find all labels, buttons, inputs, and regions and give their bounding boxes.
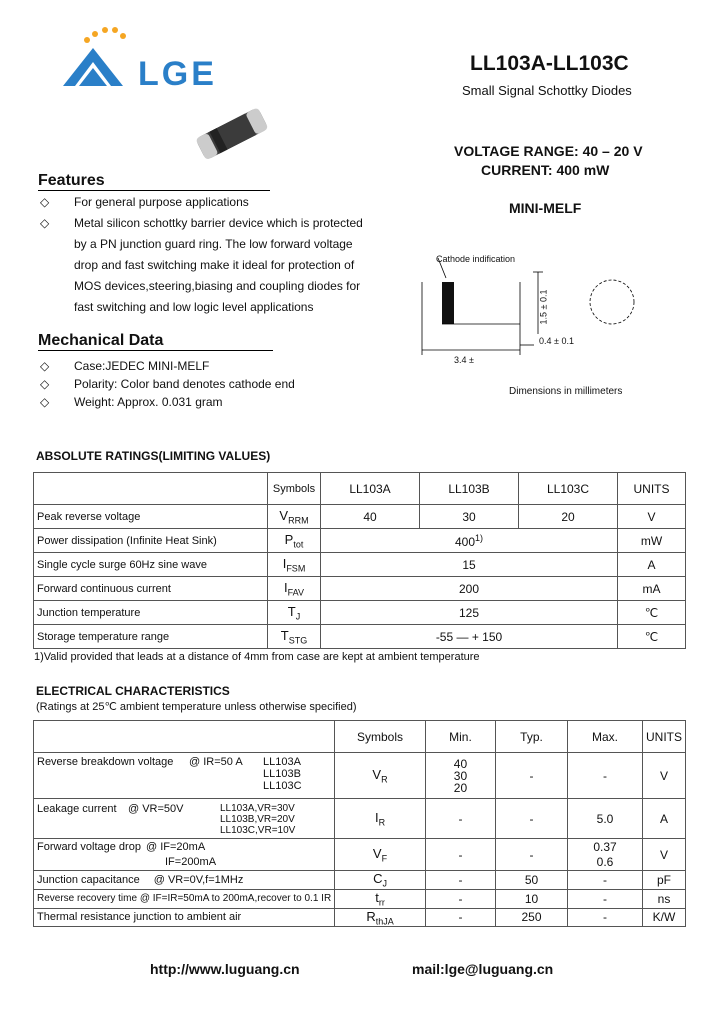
value-cell: - xyxy=(425,908,495,927)
mechanical-heading: Mechanical Data xyxy=(38,332,273,351)
list-item: by a PN junction guard ring. The low forward voltage xyxy=(74,237,353,251)
symbol-cell: $V_R$ xyxy=(335,753,426,799)
value-cell: - xyxy=(496,753,568,799)
table-header-row xyxy=(34,721,686,753)
logo-text: LGE xyxy=(138,55,217,93)
footnote: 1)Valid provided that leads at a distance of 4mm from case are kept at ambient temperature xyxy=(34,651,480,663)
table-header: UNITS xyxy=(643,721,686,753)
symbol-cell: $T_{STG}$ xyxy=(268,625,321,649)
table-row xyxy=(34,553,686,577)
table-row xyxy=(34,505,686,529)
table-row xyxy=(34,799,686,839)
unit-cell: pF xyxy=(643,871,686,890)
value-cell: - xyxy=(567,753,642,799)
unit-cell: A xyxy=(643,799,686,839)
mechanical-list xyxy=(40,357,340,411)
list-item: ◇ Polarity: Color band denotes cathode end xyxy=(40,377,295,391)
package-name: MINI-MELF xyxy=(509,200,582,216)
unit-cell: V xyxy=(643,753,686,799)
symbol-cell: $t_{rr}$ xyxy=(335,889,426,908)
unit-cell: mA xyxy=(618,577,686,601)
value-cell: 10 xyxy=(496,889,568,908)
symbol-cell: $C_J$ xyxy=(335,871,426,890)
symbol-cell: $V_{RRM}$ xyxy=(268,505,321,529)
value-cell: 50 xyxy=(496,871,568,890)
param-cell: Forward voltage drop @ IF=20mA IF=200mA xyxy=(34,839,335,871)
table-row xyxy=(34,839,686,871)
list-item: ◇ Weight: Approx. 0.031 gram xyxy=(40,395,223,409)
param-cell: Thermal resistance junction to ambient air xyxy=(34,908,335,927)
dim-band: 0.4 ± 0.1 xyxy=(539,336,574,346)
param-cell: Reverse breakdown voltage @ IR=50 A LL103A LL103B LL103C xyxy=(34,753,335,799)
param-cell: Leakage current @ VR=50V LL103A,VR=30V LL103B,VR=20V LL103C,VR=10V xyxy=(34,799,335,839)
value-cell: 200 xyxy=(321,577,618,601)
value-cell: 40 xyxy=(321,505,420,529)
value-cell: 40 30 20 xyxy=(425,753,495,799)
features-heading: Features xyxy=(38,172,270,191)
table-row xyxy=(34,753,686,799)
list-item: drop and fast switching make it ideal for protection of xyxy=(74,258,355,272)
diamond-bullet-icon: ◇ xyxy=(40,395,50,409)
value-cell: - xyxy=(425,839,495,871)
value-cell: 400$^{1)}$ xyxy=(321,529,618,553)
list-item: ◇ Case:JEDEC MINI-MELF xyxy=(40,359,210,373)
table-header: Max. xyxy=(567,721,642,753)
table-row xyxy=(34,871,686,890)
part-subtitle: Small Signal Schottky Diodes xyxy=(462,83,632,98)
param-cell: Reverse recovery time @ IF=IR=50mA to 200mA,recover to 0.1 IR xyxy=(34,889,335,908)
value-cell: - xyxy=(425,871,495,890)
value-cell: 250 xyxy=(496,908,568,927)
voltage-range: VOLTAGE RANGE: 40 – 20 V xyxy=(454,143,643,159)
table-row xyxy=(34,529,686,553)
dim-diameter: 1.5 ± 0.1 xyxy=(538,289,549,325)
diamond-bullet-icon: ◇ xyxy=(40,216,50,230)
absolute-ratings-table xyxy=(33,472,686,649)
table-header-row xyxy=(34,473,686,505)
param-cell: Peak reverse voltage xyxy=(34,505,268,529)
table-row xyxy=(34,601,686,625)
unit-cell: mW xyxy=(618,529,686,553)
electrical-subheading: (Ratings at 25℃ ambient temperature unless otherwise specified) xyxy=(36,701,357,713)
website-link[interactable]: http://www.luguang.cn xyxy=(150,961,300,977)
part-title: LL103A-LL103C xyxy=(470,52,629,75)
list-item: ◇ Metal silicon schottky barrier device which is protected xyxy=(40,213,380,234)
diamond-bullet-icon: ◇ xyxy=(40,359,50,373)
param-cell: Junction temperature xyxy=(34,601,268,625)
table-cell xyxy=(34,473,268,505)
value-cell: 20 xyxy=(519,505,618,529)
table-cell xyxy=(34,721,335,753)
list-item: fast switching and low logic level applications xyxy=(74,300,314,314)
dimension-caption: Dimensions in millimeters xyxy=(509,386,623,397)
value-cell: - xyxy=(567,908,642,927)
symbol-cell: $I_{FAV}$ xyxy=(268,577,321,601)
electrical-heading: ELECTRICAL CHARACTERISTICS xyxy=(36,684,230,698)
symbol-cell: $I_{FSM}$ xyxy=(268,553,321,577)
unit-cell: A xyxy=(618,553,686,577)
unit-cell: ℃ xyxy=(618,625,686,649)
value-cell: - xyxy=(425,889,495,908)
table-header: LL103B xyxy=(420,473,519,505)
table-row xyxy=(34,889,686,908)
param-cell: Storage temperature range xyxy=(34,625,268,649)
features-list xyxy=(40,192,380,318)
unit-cell: ℃ xyxy=(618,601,686,625)
cathode-label: Cathode indification xyxy=(436,254,516,264)
table-header: LL103C xyxy=(519,473,618,505)
list-item: MOS devices,steering,biasing and coupling diodes for xyxy=(74,279,361,293)
symbol-cell: $T_J$ xyxy=(268,601,321,625)
current-rating: CURRENT: 400 mW xyxy=(481,162,610,178)
table-header: Min. xyxy=(425,721,495,753)
table-row xyxy=(34,625,686,649)
table-header: Symbols xyxy=(268,473,321,505)
diamond-bullet-icon: ◇ xyxy=(40,377,50,391)
symbol-cell: $I_R$ xyxy=(335,799,426,839)
absolute-heading: ABSOLUTE RATINGS(LIMITING VALUES) xyxy=(36,449,271,463)
value-cell: -55 — + 150 xyxy=(321,625,618,649)
table-row xyxy=(34,908,686,927)
value-cell: - xyxy=(567,889,642,908)
table-row xyxy=(34,577,686,601)
param-cell: Power dissipation (Infinite Heat Sink) xyxy=(34,529,268,553)
param-cell: Forward continuous current xyxy=(34,577,268,601)
dimension-diagram xyxy=(412,250,652,400)
table-header: LL103A xyxy=(321,473,420,505)
list-item: ◇ For general purpose applications xyxy=(40,192,380,213)
unit-cell: V xyxy=(618,505,686,529)
diamond-bullet-icon: ◇ xyxy=(40,195,50,209)
param-cell: Single cycle surge 60Hz sine wave xyxy=(34,553,268,577)
symbol-cell: $P_{tot}$ xyxy=(268,529,321,553)
table-header: Typ. xyxy=(496,721,568,753)
unit-cell: K/W xyxy=(643,908,686,927)
value-cell: 5.0 xyxy=(567,799,642,839)
email-link[interactable]: mail:lge@luguang.cn xyxy=(412,961,554,977)
value-cell: - xyxy=(496,839,568,871)
value-cell: 125 xyxy=(321,601,618,625)
symbol-cell: $R_{thJA}$ xyxy=(335,908,426,927)
value-cell: - xyxy=(425,799,495,839)
table-header: Symbols xyxy=(335,721,426,753)
electrical-table xyxy=(33,720,686,927)
param-cell: Junction capacitance @ VR=0V,f=1MHz xyxy=(34,871,335,890)
symbol-cell: $V_F$ xyxy=(335,839,426,871)
value-cell: 30 xyxy=(420,505,519,529)
diode-photo xyxy=(186,102,276,167)
unit-cell: V xyxy=(643,839,686,871)
value-cell: - xyxy=(567,871,642,890)
value-cell: 0.37 0.6 xyxy=(567,839,642,871)
value-cell: 15 xyxy=(321,553,618,577)
unit-cell: ns xyxy=(643,889,686,908)
dim-length: 3.4 ± xyxy=(454,355,474,365)
table-header: UNITS xyxy=(618,473,686,505)
value-cell: - xyxy=(496,799,568,839)
